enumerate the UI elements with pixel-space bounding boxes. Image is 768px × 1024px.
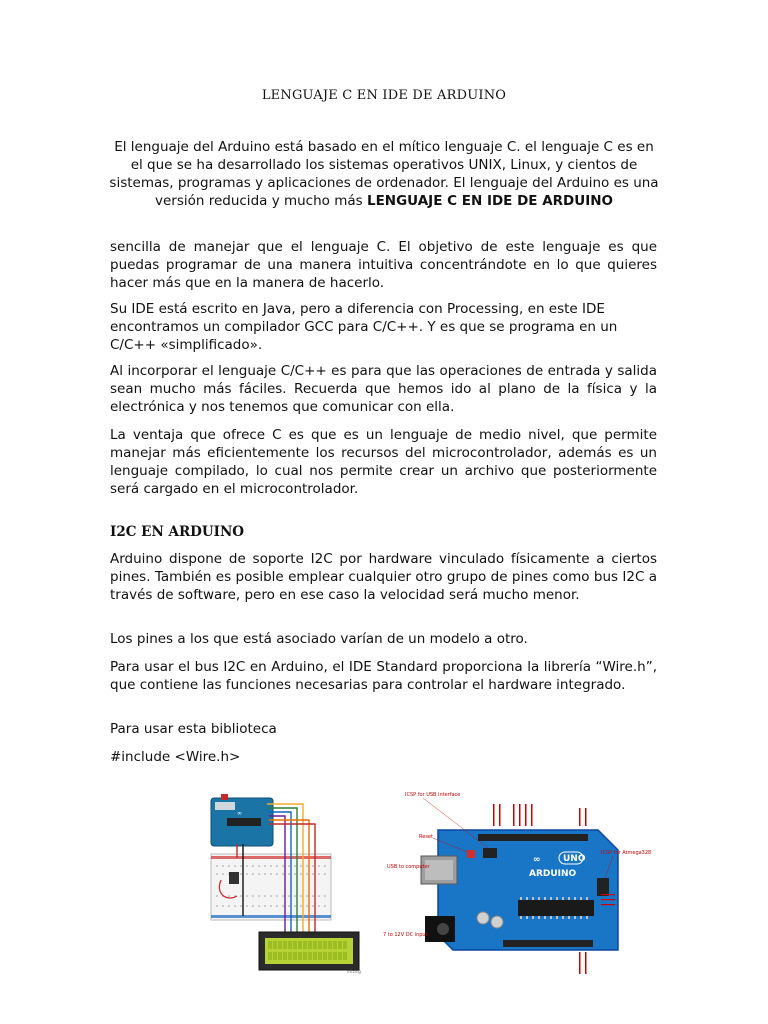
intro-text: El lenguaje del Arduino está basado en el mítico lenguaje C. el lenguaje C es en el que se ha desarrollado los sistemas operativos UNIX, Linux, y cientos de sistemas, programas y aplicaciones de ordenador. El lenguaje del Arduino es una versión reducida y mucho más <box>109 139 659 209</box>
uno-label: UNO <box>563 854 586 864</box>
i2c-paragraph-1: Arduino dispone de soporte I2C por hardware vinculado físicamente a ciertos pines. También es posible emplear cualquier otro grupo de pines como bus I2C a través de software, pero en ese caso la velocidad será mucho menor. <box>110 551 657 603</box>
paragraph-4: La ventaja que ofrece C es que es un lenguaje de medio nivel, que permite manejar más eficientemente los recursos del microcontrolador, además es un lenguaje compilado, lo cual nos permite crear un archivo que posteriormente será cargado en el microcontrolador. <box>110 427 657 497</box>
annot-dc-input: 7 to 12V DC input <box>383 932 428 938</box>
fritzing-caption: fritzing <box>347 969 362 974</box>
infinity-logo-icon: ∞ <box>533 855 541 865</box>
i2c-paragraph-3: Para usar el bus I2C en Arduino, el IDE Standard proporciona la librería “Wire.h”, que contiene las funciones necesarias para controlar el hardware integrado. <box>110 659 657 693</box>
annot-usb: USB to computer <box>387 864 430 870</box>
svg-text:∞: ∞ <box>237 810 242 817</box>
intro-paragraph <box>108 138 660 210</box>
annot-reset: Reset <box>419 834 433 840</box>
arduino-uno-figure <box>383 790 653 976</box>
paragraph-1: sencilla de manejar que el lenguaje C. El objetivo de este lenguaje es que puedas programar de una manera intuitiva concentrándote en lo que quieres hacer más que en la manera de hacerlo. <box>110 239 657 291</box>
document-title: LENGUAJE C EN IDE DE ARDUINO <box>261 88 507 103</box>
annot-icsp-usb: ICSP for USB interface <box>405 792 461 798</box>
arduino-uno-illustration <box>383 790 653 976</box>
paragraph-3: Al incorporar el lenguaje C/C++ es para que las operaciones de entrada y salida sean mucho más fáciles. Recuerda que hemos ido al plano de la física y la electrónica y nos tenemos que comunicar con ella. <box>110 363 657 415</box>
annot-icsp-atmega: ICSP for Atmega328 <box>601 850 652 856</box>
paragraph-2: Su IDE está escrito en Java, pero a diferencia con Processing, en este IDE encontramos un compilador GCC para C/C++. Y es que se programa en un C/C++ «simplificado». <box>110 301 618 353</box>
i2c-paragraph-2: Los pines a los que está asociado varían de un modelo a otro. <box>110 631 528 647</box>
intro-bold-tail: LENGUAJE C EN IDE DE ARDUINO <box>366 193 614 209</box>
i2c-paragraph-4: Para usar esta biblioteca <box>110 721 277 737</box>
board-name-label: ARDUINO <box>529 869 577 879</box>
breadboard-lcd-illustration <box>207 784 362 974</box>
section-heading-i2c: I2C EN ARDUINO <box>110 524 245 540</box>
breadboard-lcd-figure <box>207 784 362 974</box>
code-include-line: #include <Wire.h> <box>110 749 241 765</box>
